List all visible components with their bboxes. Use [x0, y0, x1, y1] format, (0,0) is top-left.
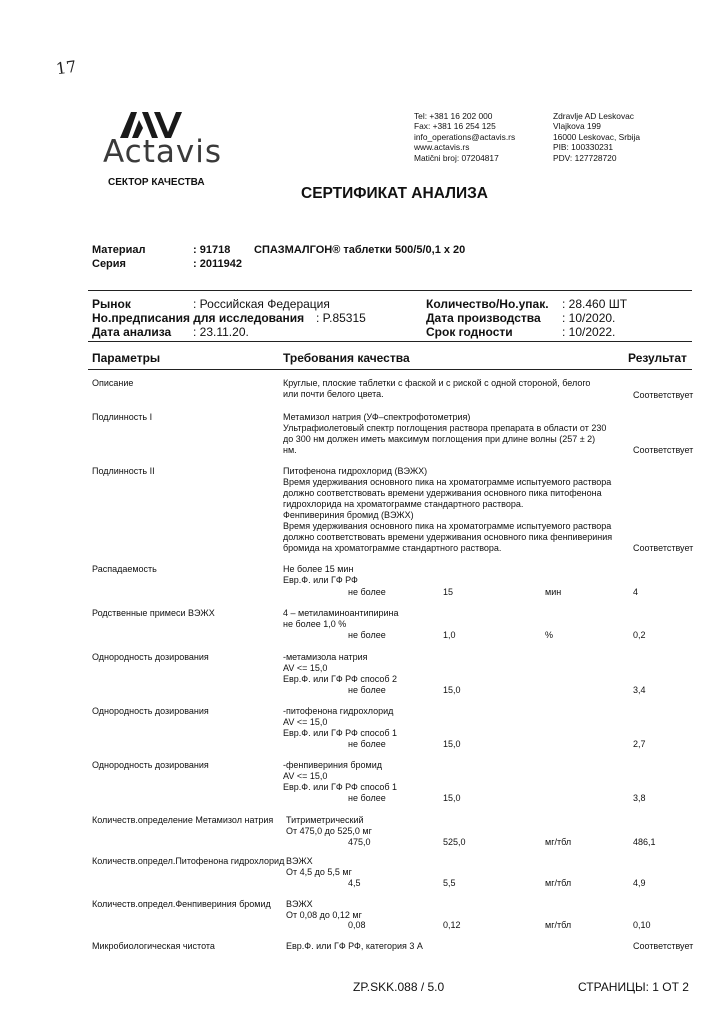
row-requirement: Питофенона гидрохлорид (ВЭЖХ) Время удерживания основного пика на хроматограмме испытуемого раствора должно соответствовать времени удерживания основного пика питофенона гидрохлорида на хроматограмме стандартного раствора. Фенпивериния бромид (ВЭЖХ) Время удерживания основного пика на хроматограмме испытуемого раствора должно соответствовать времени удерживания основного пика фенпивериния бромида на хроматограмме стандартного раствора. [283, 466, 613, 553]
row-requirement: ВЭЖХ От 0,08 до 0,12 мг [286, 899, 362, 920]
row-param: Количеств.определ.Питофенона гидрохлорид [92, 856, 285, 866]
row-unit: мг/тбл [545, 837, 572, 847]
row-requirement: 4 – метиламиноантипирина не более 1,0 % [283, 608, 399, 629]
row-result: 486,1 [633, 837, 656, 847]
row-param: Подлинность II [92, 466, 155, 476]
row-requirement: Метамизол натрия (УФ–спектрофотометрия) Ультрафиолетовый спектр поглощения раствора препарата в области от 230 до 300 нм должен иметь максимум поглощения при длине волны (257 ± 2) нм. [283, 412, 607, 455]
row-result: 0,2 [633, 630, 646, 640]
row-param: Однородность дозирования [92, 652, 209, 662]
row-limit: 15,0 [443, 739, 461, 749]
row-param: Распадаемость [92, 564, 157, 574]
row-limit-label: не более [348, 793, 386, 803]
row-requirement: Круглые, плоские таблетки с фаской и с риской с одной стороной, белого или почти белого цвета. [283, 378, 591, 399]
row-result: 4 [633, 587, 639, 597]
row-result: Соответствует [633, 445, 694, 455]
row-unit: мг/тбл [545, 878, 572, 888]
row-param: Количеств.определ.Фенпивериния бромид [92, 899, 271, 909]
row-result: 4,9 [633, 878, 646, 888]
row-param: Родственные примеси ВЭЖХ [92, 608, 215, 618]
analysis-date-label: Дата анализа [92, 325, 172, 339]
row-limit-label: не более [348, 739, 386, 749]
document-title: СЕРТИФИКАТ АНАЛИЗА [301, 185, 488, 202]
row-requirement: Евр.Ф. или ГФ РФ, категория 3 А [286, 941, 423, 951]
row-requirement: Титриметрический От 475,0 до 525,0 мг [286, 815, 372, 836]
row-upper-limit: 0,12 [443, 920, 461, 930]
row-requirement: ВЭЖХ От 4,5 до 5,5 мг [286, 856, 352, 877]
page-counter: СТРАНИЦЫ: 1 ОТ 2 [578, 980, 689, 994]
expiry-value: : 10/2022. [562, 325, 616, 339]
product-name: СПАЗМАЛГОН® таблетки 500/5/0,1 x 20 [254, 244, 466, 256]
document-code: ZP.SKK.088 / 5.0 [353, 980, 445, 994]
divider-top [88, 290, 692, 291]
header-result: Результат [628, 351, 687, 365]
row-param: Описание [92, 378, 134, 388]
row-result: 3,8 [633, 793, 646, 803]
divider-info [88, 341, 692, 342]
row-unit: % [545, 630, 554, 640]
prescription-label: Но.предписания для исследования [92, 311, 305, 325]
row-upper-limit: 525,0 [443, 837, 466, 847]
row-param: Однородность дозирования [92, 760, 209, 770]
row-param: Однородность дозирования [92, 706, 209, 716]
market-label: Рынок [92, 297, 131, 311]
row-requirement: -метамизола натрия AV <= 15,0 Евр.Ф. или ГФ РФ способ 2 [283, 652, 398, 684]
row-requirement: Не более 15 мин Евр.Ф. или ГФ РФ [283, 564, 358, 585]
row-limit: 1,0 [443, 630, 456, 640]
production-date-label: Дата производства [426, 311, 541, 325]
series-value: : 2011942 [193, 258, 242, 270]
row-limit-label: не более [348, 685, 386, 695]
analysis-date-value: : 23.11.20. [193, 325, 249, 339]
contact-left: Tel: +381 16 202 000 Fax: +381 16 254 125 info_operations@actavis.rs www.actavis.rs Matični broj: 07204817 [414, 111, 516, 163]
department-label: СЕКТОР КАЧЕСТВА [108, 177, 205, 188]
production-date-value: : 10/2020. [562, 311, 616, 325]
row-lower-limit: 475,0 [348, 837, 371, 847]
row-limit-label: не более [348, 630, 386, 640]
row-result: Соответствует [633, 543, 694, 553]
row-lower-limit: 0,08 [348, 920, 366, 930]
quantity-label: Количество/Но.упак. [426, 297, 549, 311]
row-result: 2,7 [633, 739, 646, 749]
prescription-value: : P.85315 [316, 311, 366, 325]
row-unit: мин [545, 587, 562, 597]
material-value: : 91718 [193, 244, 231, 256]
row-requirement: -питофенона гидрохлорид AV <= 15,0 Евр.Ф. или ГФ РФ способ 1 [283, 706, 398, 738]
divider-header [88, 369, 692, 370]
row-result: Соответствует [633, 390, 694, 400]
material-label: Материал [92, 244, 146, 256]
row-param: Подлинность I [92, 412, 153, 422]
row-result: 0,10 [633, 920, 651, 930]
series-label: Серия [92, 258, 126, 270]
market-value: : Российская Федерация [193, 297, 330, 311]
row-param: Микробиологическая чистота [92, 941, 215, 951]
row-lower-limit: 4,5 [348, 878, 361, 888]
row-limit-label: не более [348, 587, 386, 597]
row-limit: 15,0 [443, 685, 461, 695]
contact-right: Zdravlje AD Leskovac Vlajkova 199 16000 Leskovac, Srbija PIB: 100330231 PDV: 127728720 [553, 111, 641, 163]
handwritten-page-number: 17 [54, 56, 78, 79]
row-param: Количеств.определение Метамизол натрия [92, 815, 274, 825]
header-requirements: Требования качества [283, 351, 410, 365]
header-parameters: Параметры [92, 351, 161, 365]
row-result: Соответствует [633, 941, 694, 951]
expiry-label: Срок годности [426, 325, 513, 339]
row-upper-limit: 5,5 [443, 878, 456, 888]
quantity-value: : 28.460 ШТ [562, 297, 628, 311]
row-unit: мг/тбл [545, 920, 572, 930]
row-requirement: -фенпивериния бромид AV <= 15,0 Евр.Ф. или ГФ РФ способ 1 [283, 760, 398, 792]
row-limit: 15 [443, 587, 454, 597]
actavis-logo-text: Actavis [103, 134, 222, 170]
row-limit: 15,0 [443, 793, 461, 803]
row-result: 3,4 [633, 685, 646, 695]
